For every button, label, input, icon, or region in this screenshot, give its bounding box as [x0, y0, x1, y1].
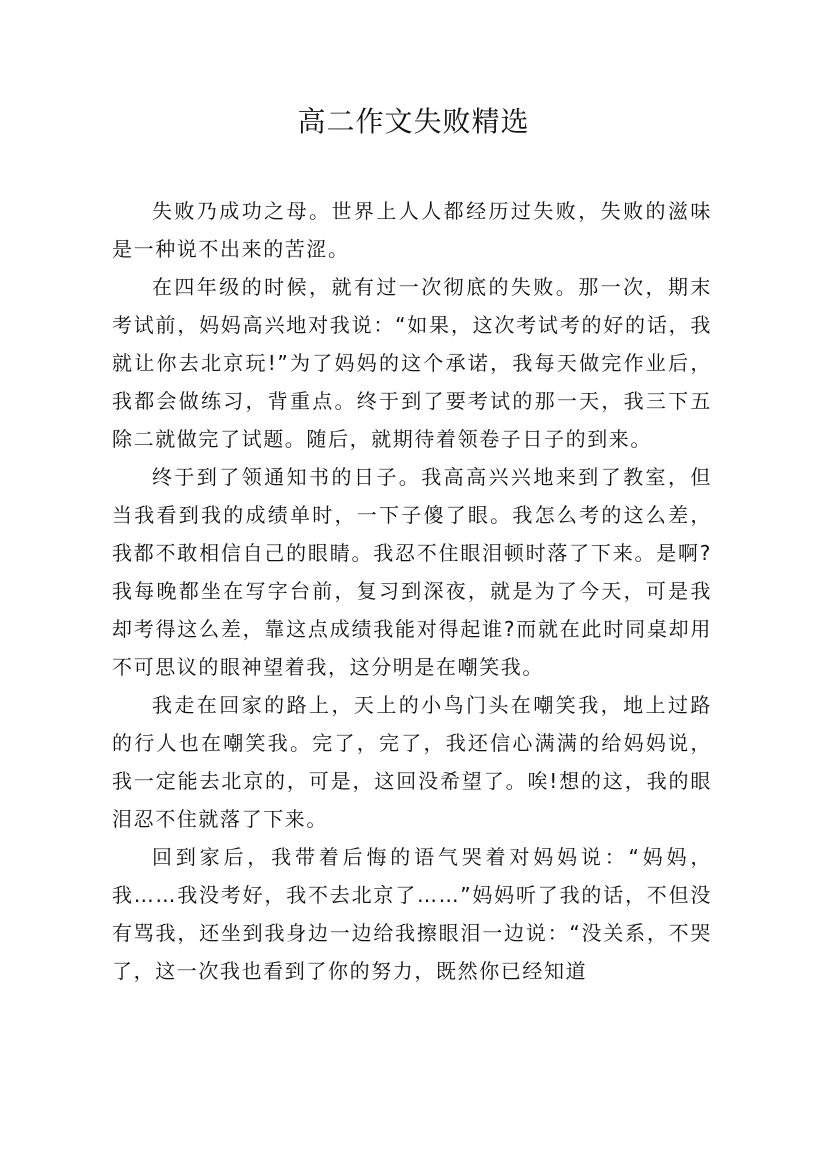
paragraph: 失败乃成功之母。世界上人人都经历过失败，失败的滋味是一种说不出来的苦涩。 [112, 199, 712, 261]
document-title: 高二作文失败精选 [297, 105, 530, 138]
paragraph: 我走在回家的路上，天上的小鸟门头在嘲笑我，地上过路的行人也在嘲笑我。完了，完了，我还信心满满的给妈妈说，我一定能去北京的，可是，这回没希望了。唉!想的这，我的眼泪忍不住就落了下来。 [112, 693, 712, 831]
paragraph: 回到家后，我带着后悔的语气哭着对妈妈说：“妈妈，我……我没考好，我不去北京了……”妈妈听了我的话，不但没有骂我，还坐到我身边一边给我擦眼泪一边说：“没关系，不哭了，这一次我也看到了你的努力，既然你已经知道 [112, 845, 712, 983]
paragraph: 终于到了领通知书的日子。我高高兴兴地来到了教室，但当我看到我的成绩单时，一下子傻了眼。我怎么考的这么差，我都不敢相信自己的眼睛。我忍不住眼泪顿时落了下来。是啊?我每晚都坐在写字台前，复习到深夜，就是为了今天，可是我却考得这么差，靠这点成绩我能对得起谁?而就在此时同桌却用不可思议的眼神望着我，这分明是在嘲笑我。 [112, 465, 712, 679]
paragraph: 在四年级的时候，就有过一次彻底的失败。那一次，期末考试前，妈妈高兴地对我说：“如果，这次考试考的好的话，我就让你去北京玩!”为了妈妈的这个承诺，我每天做完作业后，我都会做练习，背重点。终于到了要考试的那一天，我三下五除二就做完了试题。随后，就期待着领卷子日子的到来。 [112, 275, 712, 451]
document-body [112, 192, 712, 990]
